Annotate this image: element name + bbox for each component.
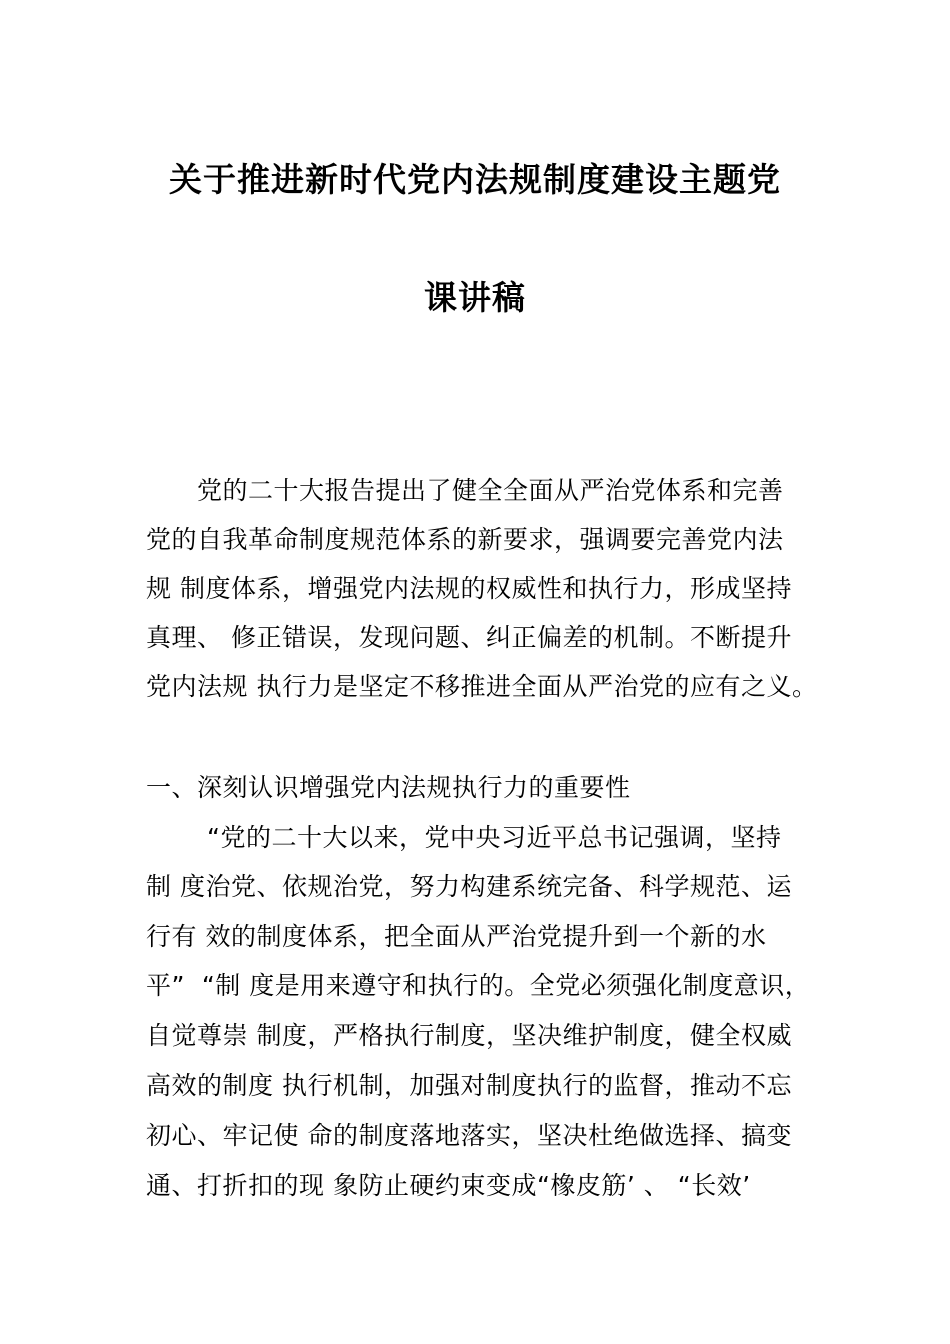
section-paragraph-line-3: 行有 效的制度体系，把全面从严治党提升到一个新的水 (146, 922, 767, 951)
section-paragraph-line-7: 初心、牢记使 命的制度落地落实，坚决杜绝做选择、搞变 (146, 1121, 792, 1150)
section-paragraph-line-6: 高效的制度 执行机制，加强对制度执行的监督，推动不忘 (146, 1071, 792, 1100)
section-paragraph-line-5: 自觉尊崇 制度，严格执行制度，坚决维护制度，健全权威 (146, 1021, 792, 1050)
intro-paragraph-line-3: 规 制度体系，增强党内法规的权威性和执行力，形成坚持 (146, 574, 792, 603)
document-title-line-2: 课讲稿 (424, 278, 526, 317)
section-paragraph-line-8: 通、打折扣的现 象防止硬约束变成“橡皮筋’ 、 “长效’ (146, 1171, 751, 1200)
intro-paragraph-line-1: 党的二十大报告提出了健全全面从严治党体系和完善 (197, 476, 784, 505)
intro-paragraph-line-2: 党的自我革命制度规范体系的新要求，强调要完善党内法 (146, 525, 784, 554)
section-heading: 一、深刻认识增强党内法规执行力的重要性 (146, 773, 631, 802)
document-title-line-1: 关于推进新时代党内法规制度建设主题党 (169, 160, 781, 199)
section-paragraph-line-4: 平” “制 度是用来遵守和执行的。全党必须强化制度意识， (146, 971, 811, 1000)
section-paragraph-line-2: 制 度治党、依规治党，努力构建系统完备、科学规范、运 (146, 872, 792, 901)
section-paragraph-line-1: “党的二十大以来，党中央习近平总书记强调，坚持 (207, 823, 782, 852)
intro-paragraph-line-4: 真理、 修正错误，发现问题、纠正偏差的机制。不断提升 (146, 623, 792, 652)
intro-paragraph-line-5: 党内法规 执行力是坚定不移推进全面从严治党的应有之义。 (146, 672, 818, 701)
